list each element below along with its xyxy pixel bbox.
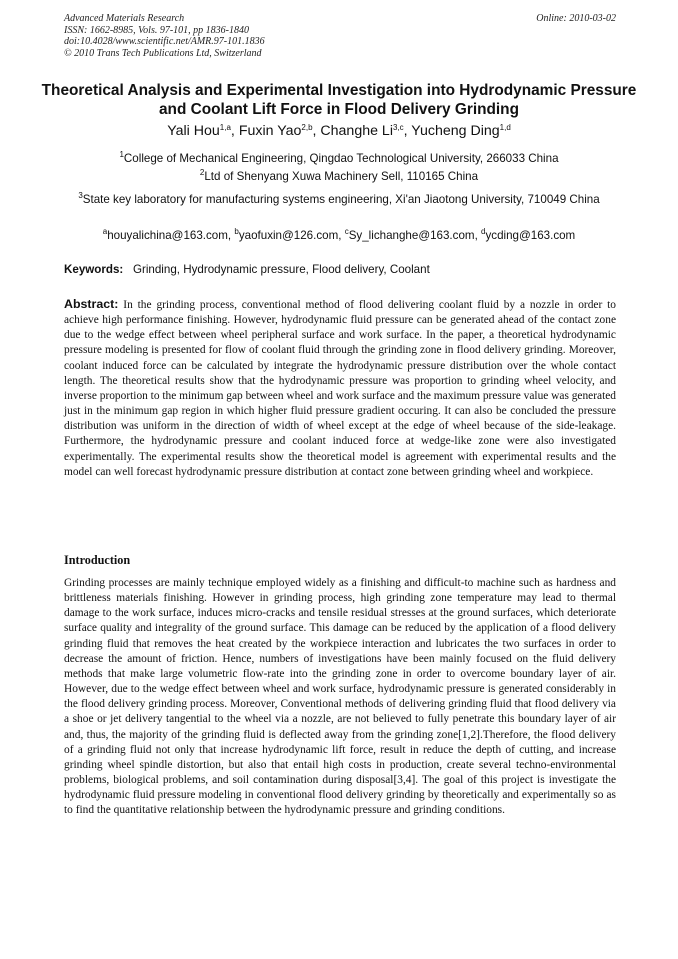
author-name: Fuxin Yao	[238, 123, 302, 139]
abstract-text: In the grinding process, conventional method of flood delivering coolant fluid by a nozzle in order to achieve high performance finishing. However, hydrodynamic fluid pressure can be generated ahead of the contact zone due to the wedge effect between wheel peripheral surface and work surface. In the paper, a theoretical hydrodynamic pressure modeling is presented for flow of coolant fluid through the grinding zone in flood delivery grinding. Moreover, coolant induced force can be calculated by integrate the hydrodynamic pressure distribution over the whole contact length. The theoretical results show that the hydrodynamic pressure was proportion to grinding wheel velocity, and inverse proportion to the minimum gap between wheel and work surface and the maximum pressure value was generated just in the minimum gap region in which higher fluid pressure gradient occuring. It can also be concluded the pressure distribution was uniform in the direction of width of wheel except at the edge of wheel because of the side-leakage. Furthermore, the hydrodynamic pressure and coolant induced force at wedge-like zone were also investigated experimentally. The experimental results show the theoretical model is agreement with experimental results and the model can well forecast hydrodynamic pressure distribution at contact zone between grinding wheel and workpiece.	[64, 299, 616, 478]
affiliation-text: State key laboratory for manufacturing systems engineering, Xi'an Jiaotong University, 710049 China	[82, 193, 600, 206]
author-sup: 1,d	[499, 123, 511, 132]
email-sup: b	[234, 227, 239, 236]
email-sup: d	[481, 227, 486, 236]
journal-info	[64, 13, 616, 59]
email-address[interactable]: yaofuxin@126.com	[238, 229, 339, 242]
author-name: Changhe Li	[320, 123, 393, 139]
email-address[interactable]: Sy_lichanghe@163.com	[348, 229, 475, 242]
affiliation-text: Ltd of Shenyang Xuwa Machinery Sell, 110165 China	[204, 170, 479, 183]
abstract-label: Abstract:	[64, 297, 119, 311]
author-sup: 1,a	[219, 123, 231, 132]
author-name: Yali Hou	[167, 123, 220, 139]
keywords-line	[64, 262, 616, 277]
journal-name: Advanced Materials Research	[64, 13, 185, 24]
section-heading-introduction: Introduction	[64, 553, 131, 567]
journal-doi: doi:10.4028/www.scientific.net/AMR.97-101.1836	[64, 36, 265, 47]
keywords-text: Grinding, Hydrodynamic pressure, Flood delivery, Coolant	[132, 263, 430, 276]
online-date: Online: 2010-03-02	[536, 13, 616, 24]
affiliation-sup: 3	[78, 191, 83, 200]
author-name: Yucheng Ding	[411, 123, 500, 139]
affiliation-sup: 1	[119, 150, 124, 159]
email-address[interactable]: houyalichina@163.com	[107, 229, 228, 242]
email-address[interactable]: ycding@163.com	[485, 229, 576, 242]
keywords-label: Keywords:	[64, 263, 124, 276]
author-list: Yali Hou$^{1,a}$, Fuxin Yao$^{2,b}$, Changhe Li$^{3,c}$, Yucheng Ding$^{1,d}$	[167, 123, 511, 139]
author-sup: 2,b	[301, 123, 313, 132]
email-list: $^a$houyalichina@163.com, $^b$yaofuxin@126.com, $^c$Sy_lichanghe@163.com, $^d$ycding@163.com	[102, 227, 576, 242]
abstract	[64, 297, 616, 480]
affiliation	[50, 192, 628, 207]
affiliation	[50, 151, 628, 166]
journal-copyright: © 2010 Trans Tech Publications Ltd, Switzerland	[64, 47, 262, 59]
journal-header	[64, 13, 616, 59]
email-sup: c	[344, 227, 349, 236]
introduction-text: Grinding processes are mainly technique employed widely as a finishing and difficult-to machine such as hardness and brittleness materials finishing. However in grinding process, high grinding zone temperature may lead to thermal damage to the work surface, induces micro-cracks and tensile residual stresses at the ground surfaces, which deteriorate surface quality and integrality of the ground surface. This damage can be reduced by the application of a flood delivery grinding fluid that removes the heat created by the workpiece interaction and lubricates the two surfaces in order to decrease the amount of friction. Hence, numbers of investigations have been mainly focused on the fluid delivery methods that make large volumetric flow-rate into the grinding zone in order to overcome boundary layer of air. However, due to the wedge effect between wheel and work surface, hydrodynamic pressure is generated considerably in the flood delivery grinding process. Moreover, Conventional methods of delivering grinding fluid that flood delivery via a shoe or jet delivery tangential to the wheel via a nozzle, are not believed to fully penetrate this boundary layer of air and, thus, the majority of the grinding fluid is deflected away from the grinding zone[1,2].Therefore, the flood delivery of a grinding fluid not only that increase hydrodynamic lift force, result in reduce the depth of cutting, and increase grinding wheel spindle distortion, but also that entail high costs in production, create several techno-environmental problems, biological problems, and soil contamination during disposal[3,4]. The goal of this project is investigate the hydrodynamic fluid pressure modeling in conventional flood delivery grinding by theoretically and experimentally so as to find the quantitative relationship between the hydrodynamic pressure and grinding conditions.	[64, 577, 616, 817]
email-sup: a	[102, 227, 108, 236]
journal-issn: ISSN: 1662-8985, Vols. 97-101, pp 1836-1840	[64, 24, 249, 36]
affiliation-sup: 2	[199, 168, 205, 177]
affiliation-text: College of Mechanical Engineering, Qingdao Technological University, 266033 China	[123, 152, 559, 165]
author-sup: 3,c	[392, 123, 404, 132]
paper-title: Theoretical Analysis and Experimental Investigation into Hydrodynamic Pressure and Coolant Lift Force in Flood Delivery Grinding	[41, 82, 637, 118]
affiliation	[50, 169, 628, 184]
